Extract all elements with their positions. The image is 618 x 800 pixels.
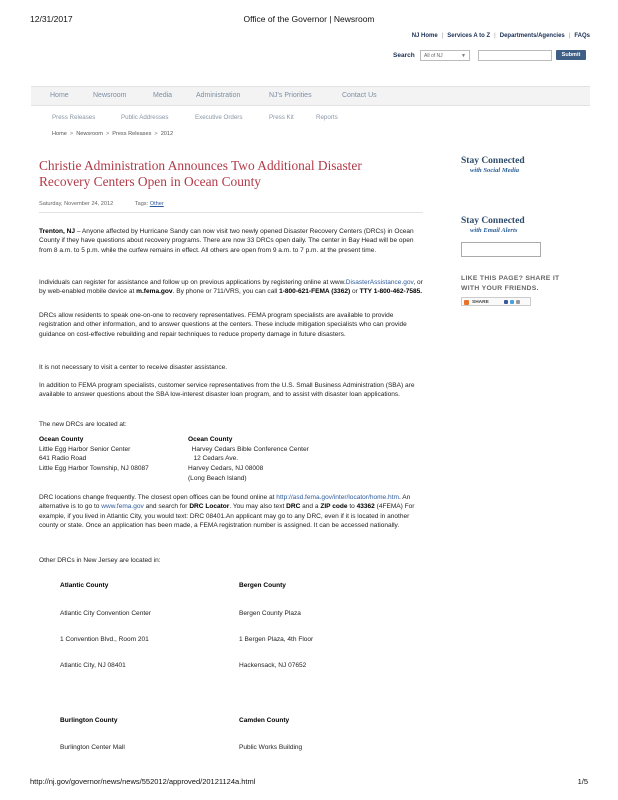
- paragraph-2: Individuals can register for assistance and follow up on previous applications by registering online at www.DisasterAssistance.gov, or by web-enabled mobile device at m.fema.gov. By phone or 711/VRS, you can call 1-800-621-FEMA (3362) or TTY 1-800-462-7585.: [39, 279, 423, 296]
- print-title: Office of the Governor | Newsroom: [243, 14, 375, 24]
- nav-administration[interactable]: Administration: [196, 92, 241, 99]
- email-subtitle: with Email Alerts: [470, 227, 518, 234]
- social-media-block[interactable]: [461, 156, 601, 174]
- article-date: Saturday, November 24, 2012: [39, 201, 114, 207]
- dateline: Trenton, NJ: [39, 228, 76, 235]
- breadcrumb-year[interactable]: 2012: [160, 131, 174, 137]
- email-alerts-block: [461, 216, 601, 234]
- utility-link-services[interactable]: Services A to Z: [447, 33, 491, 39]
- email-icon[interactable]: [516, 300, 520, 304]
- subnav-reports[interactable]: Reports: [316, 114, 338, 121]
- subnav-press-kit[interactable]: Press Kit: [269, 114, 294, 121]
- drc-county: Ocean County: [39, 436, 84, 443]
- breadcrumb-newsroom[interactable]: Newsroom: [76, 131, 103, 137]
- county-line: Hackensack, NJ 07652: [239, 662, 307, 669]
- phone-number: 1-800-621-FEMA (3362): [279, 288, 351, 296]
- share-button[interactable]: [461, 297, 531, 306]
- divider: |: [441, 33, 444, 39]
- print-footer: [30, 777, 588, 789]
- tags-label: Tags:: [134, 201, 149, 207]
- nav-home[interactable]: Home: [50, 92, 69, 99]
- drc-county: Ocean County: [188, 436, 233, 443]
- share-prompt: LIKE THIS PAGE? SHARE IT WITH YOUR FRIENDS.: [461, 275, 560, 292]
- county-line: Atlantic City Convention Center: [60, 610, 151, 617]
- breadcrumb-separator: >: [154, 131, 158, 137]
- county-line: Public Works Building: [239, 744, 303, 751]
- paragraph-5: In addition to FEMA program specialists, customer service representatives from the U.S. Small Business Administration (SBA) are available to answer questions about the SBA low-interest disaster loan program, and to assist with disaster loan applications.: [39, 382, 415, 399]
- county-line: 1 Bergen Plaza, 4th Floor: [239, 636, 314, 643]
- utility-link-faqs[interactable]: FAQs: [574, 33, 590, 39]
- paragraph-4: It is not necessary to visit a center to receive disaster assistance.: [39, 364, 228, 371]
- article-meta: [39, 201, 164, 207]
- county-line: Atlantic City, NJ 08401: [60, 662, 126, 669]
- nav-media[interactable]: Media: [153, 92, 173, 99]
- drc-location-2: [188, 435, 309, 484]
- paragraph-8: Other DRCs in New Jersey are located in:: [39, 557, 161, 564]
- tty-number: TTY 1-800-462-7585.: [359, 288, 423, 296]
- share-label: SHARE: [472, 299, 489, 305]
- subnav-press-releases[interactable]: Press Releases: [52, 114, 96, 121]
- county-heading: Atlantic County: [60, 582, 109, 589]
- main-nav: [31, 86, 590, 106]
- divider: [39, 212, 423, 213]
- search-scope-value: All of NJ: [424, 53, 443, 59]
- breadcrumb: [52, 131, 173, 137]
- page-number: 1/5: [577, 777, 588, 786]
- paragraph-1: Trenton, NJ – Anyone affected by Hurricane Sandy can now visit two newly opened Disaster Recovery Centers (DRCs) in Ocean County if they have questions about recovery programs. There are now 33 DRCs open daily. The center in Bay Head will be open from 8 a.m. to 5 p.m. while the curfew remains in effect. All others are open from 9 a.m. to 7 p.m. at the present time.: [39, 228, 414, 254]
- utility-link-departments[interactable]: Departments/Agencies: [499, 33, 565, 39]
- nav-contact[interactable]: Contact Us: [342, 92, 377, 99]
- county-line: 1 Convention Blvd., Room 201: [60, 636, 149, 643]
- county-heading: Burlington County: [60, 717, 118, 724]
- print-header: [30, 14, 588, 26]
- subnav-executive-orders[interactable]: Executive Orders: [195, 114, 243, 121]
- social-subtitle: with Social Media: [470, 167, 520, 174]
- search-scope-select[interactable]: [420, 50, 470, 61]
- breadcrumb-press-releases[interactable]: Press Releases: [112, 131, 152, 137]
- paragraph-6: The new DRCs are located at:: [39, 421, 127, 428]
- twitter-icon[interactable]: [510, 300, 514, 304]
- title-line-1: Christie Administration Announces Two Additional Disaster: [39, 158, 362, 173]
- county-line: Bergen County Plaza: [239, 610, 301, 617]
- drc-line: Little Egg Harbor Senior Center: [39, 445, 131, 453]
- page-title: [39, 158, 419, 190]
- nav-newsroom[interactable]: Newsroom: [93, 92, 127, 99]
- email-title: Stay Connected: [461, 216, 525, 226]
- drc-line: 12 Cedars Ave.: [188, 455, 239, 463]
- print-date: 12/31/2017: [30, 14, 73, 24]
- drc-line: (Long Beach Island): [188, 474, 247, 482]
- breadcrumb-home[interactable]: Home: [52, 131, 67, 137]
- utility-nav: [412, 33, 590, 39]
- county-line: Burlington Center Mall: [60, 744, 125, 751]
- share-icon: [464, 300, 469, 305]
- subnav-public-addresses[interactable]: Public Addresses: [121, 114, 169, 121]
- drc-line: Little Egg Harbor Township, NJ 08087: [39, 465, 149, 473]
- drc-line: 641 Radio Road: [39, 455, 87, 463]
- disaster-assistance-link[interactable]: DisasterAssistance.gov: [345, 279, 414, 286]
- nav-priorities[interactable]: NJ's Priorities: [269, 92, 312, 99]
- sub-nav: [31, 114, 590, 124]
- chevron-down-icon: ▼: [461, 53, 466, 59]
- county-heading: Bergen County: [239, 582, 286, 589]
- submit-button[interactable]: Submit: [556, 50, 586, 60]
- paragraph-3: DRCs allow residents to speak one-on-one to recovery representatives. FEMA program specialists are available to provide registration and other information, and to answer questions at the centers. These include mitigation specialists who can provide guidance on cost-effective rebuilding and repair techniques to reduce property damage in future disasters.: [39, 312, 407, 338]
- search-bar: [393, 50, 590, 62]
- social-title: Stay Connected: [461, 156, 525, 166]
- breadcrumb-separator: >: [105, 131, 110, 137]
- breadcrumb-separator: >: [69, 131, 74, 137]
- email-field[interactable]: [461, 242, 541, 257]
- paragraph-7: DRC locations change frequently. The closest open offices can be found online at http://asd.fema.gov/inter/locator/home.htm. An alternative is to go to www.fema.gov and search for DRC Locator. You may also text DRC and a ZIP code to 43362 (4FEMA) For example, if you lived in Atlantic City, you would text: DRC 08401.An applicant may go to any DRC, even if it is located in another county or state. Once an application has been made, a FEMA registration number is assigned. It can be accessed nationally.: [39, 494, 415, 529]
- fema-locator-link[interactable]: http://asd.fema.gov/inter/locator/home.htm: [276, 494, 399, 501]
- mobile-site-text: m.fema.gov: [136, 288, 173, 296]
- search-label: Search: [393, 52, 415, 59]
- tag-link[interactable]: Other: [149, 201, 164, 207]
- divider: |: [568, 33, 571, 39]
- search-input[interactable]: [478, 50, 552, 61]
- title-line-2: Recovery Centers Open in Ocean County: [39, 174, 261, 189]
- county-heading: Camden County: [239, 717, 290, 724]
- drc-line: Harvey Cedars Bible Conference Center: [188, 445, 309, 453]
- facebook-icon[interactable]: [504, 300, 508, 304]
- print-url: http://nj.gov/governor/news/news/552012/approved/20121124a.html: [30, 777, 256, 786]
- drc-location-1: [39, 435, 149, 474]
- divider: |: [494, 33, 496, 39]
- drc-line: Harvey Cedars, NJ 08008: [188, 465, 264, 473]
- fema-site-link[interactable]: www.fema.gov: [101, 503, 144, 511]
- utility-link-nj-home[interactable]: NJ Home: [411, 33, 438, 39]
